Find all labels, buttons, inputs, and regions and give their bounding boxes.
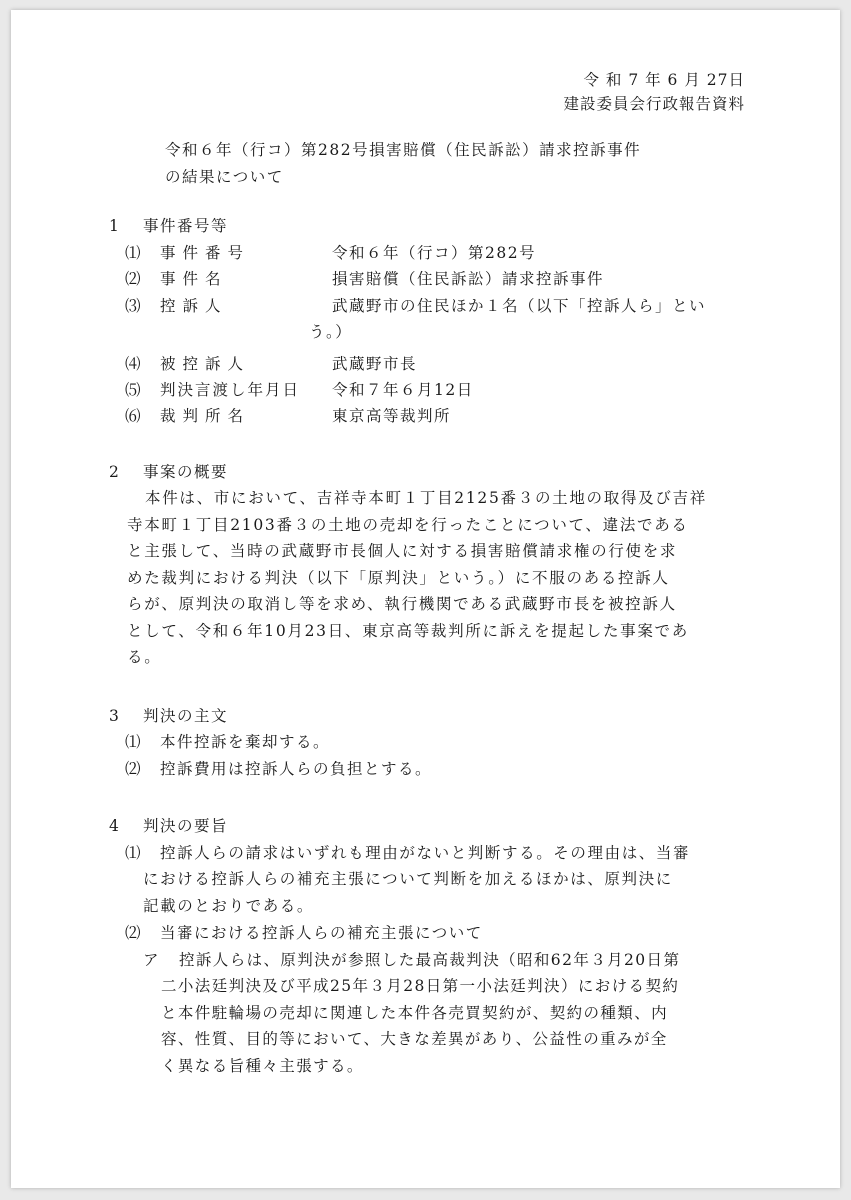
- gist-item1-marker: ⑴: [125, 844, 143, 862]
- court-value: 東京高等裁判所: [332, 407, 452, 425]
- case-name-value: 損害賠償（住民訴訟）請求控訴事件: [332, 270, 605, 288]
- summary-line: らが、原判決の取消し等を求め、執行機関である武蔵野市長を被控訴人: [127, 595, 677, 613]
- gist-sub-line: と本件駐輪場の売却に関連した本件各売買契約が、契約の種類、内: [161, 1004, 669, 1022]
- appellant-marker: ⑶: [125, 297, 143, 315]
- report-type: 建設委員会行政報告資料: [563, 95, 745, 113]
- verdict-item-text: 控訴費用は控訴人らの負担とする。: [160, 760, 433, 778]
- case-number-label: 事件番号: [160, 244, 251, 262]
- gist-sub-line: 控訴人らは、原判決が参照した最高裁判決（昭和62年３月20日第: [179, 951, 681, 969]
- gist-sub-marker: ア: [143, 951, 161, 969]
- verdict-item-marker: ⑴: [125, 733, 143, 751]
- summary-line: と主張して、当時の武蔵野市長個人に対する損害賠償請求権の行使を求: [127, 542, 678, 560]
- appellant-value: 武蔵野市の住民ほか１名（以下「控訴人ら」とい: [332, 297, 707, 315]
- gist-item1-line: 記載のとおりである。: [143, 897, 315, 915]
- document-title-line2: の結果について: [165, 168, 284, 186]
- summary-line: めた裁判における判決（以下「原判決」という。）に不服のある控訴人: [127, 569, 670, 587]
- report-date: 令 和 7 年 6 月 27日: [583, 71, 745, 89]
- judgment-date-value: 令和７年６月12日: [332, 381, 474, 399]
- document-title-line1: 令和６年（行コ）第282号損害賠償（住民訴訟）請求控訴事件: [165, 141, 642, 159]
- case-name-label: 事件名: [160, 270, 228, 288]
- judgment-date-marker: ⑸: [125, 381, 143, 399]
- appellee-label: 被控訴人: [160, 355, 251, 373]
- judgment-date-label: 判決言渡し年月日: [160, 381, 301, 399]
- verdict-item-text: 本件控訴を棄却する。: [160, 733, 331, 751]
- case-number-marker: ⑴: [125, 244, 143, 262]
- gist-sub-line: 容、性質、目的等において、大きな差異があり、公益性の重みが全: [161, 1030, 668, 1048]
- section2-heading: 事案の概要: [143, 463, 229, 481]
- gist-item1-line: 控訴人らの請求はいずれも理由がないと判断する。その理由は、当審: [160, 844, 691, 862]
- gist-sub-line: 二小法廷判決及び平成25年３月28日第一小法廷判決）における契約: [161, 977, 680, 995]
- appellant-label: 控訴人: [160, 297, 228, 315]
- gist-item2-marker: ⑵: [125, 924, 143, 942]
- case-name-marker: ⑵: [125, 270, 143, 288]
- appellee-marker: ⑷: [125, 355, 143, 373]
- gist-sub-line: く異なる旨種々主張する。: [161, 1057, 364, 1075]
- section1-heading: 事件番号等: [143, 217, 229, 235]
- gist-item1-line: における控訴人らの補充主張について判断を加えるほかは、原判決に: [143, 870, 673, 888]
- appellant-value-cont: う。）: [309, 323, 353, 341]
- document-page: [11, 10, 840, 1188]
- section4-number: 4: [109, 817, 121, 835]
- gist-item2-text: 当審における控訴人らの補充主張について: [160, 924, 483, 942]
- summary-line: として、令和６年10月23日、東京高等裁判所に訴えを提起した事案であ: [127, 622, 689, 640]
- appellee-value: 武蔵野市長: [332, 355, 418, 373]
- section2-number: 2: [109, 463, 121, 481]
- court-label: 裁判所名: [160, 407, 251, 425]
- section1-number: 1: [109, 217, 121, 235]
- summary-line: 寺本町１丁目2103番３の土地の売却を行ったことについて、違法である: [127, 516, 689, 534]
- summary-line: る。: [127, 648, 162, 666]
- section4-heading: 判決の要旨: [143, 817, 229, 835]
- case-number-value: 令和６年（行コ）第282号: [332, 244, 537, 262]
- section3-number: 3: [109, 707, 121, 725]
- court-marker: ⑹: [125, 407, 143, 425]
- verdict-item-marker: ⑵: [125, 760, 143, 778]
- summary-line: 本件は、市において、吉祥寺本町１丁目2125番３の土地の取得及び吉祥: [145, 489, 707, 507]
- section3-heading: 判決の主文: [143, 707, 229, 725]
